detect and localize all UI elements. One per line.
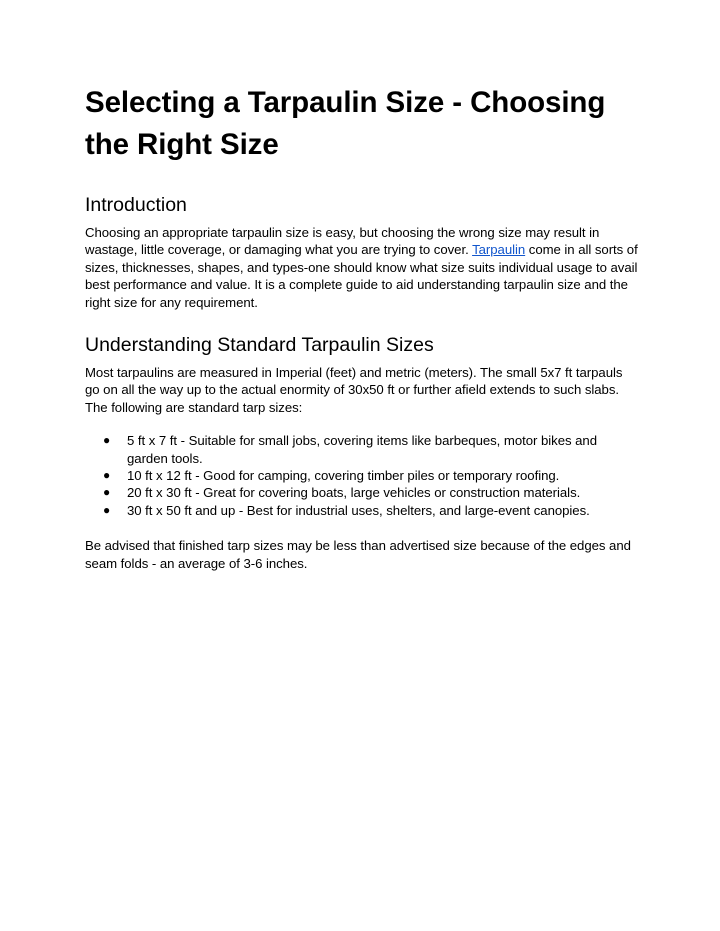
list-item xyxy=(85,502,640,519)
list-item xyxy=(85,467,640,484)
standard-sizes-heading: Understanding Standard Tarpaulin Sizes xyxy=(85,334,434,357)
list-item xyxy=(85,432,640,467)
bullet-icon: ● xyxy=(103,502,111,517)
document-page xyxy=(85,82,640,572)
list-item-text: 10 ft x 12 ft - Good for camping, covering timber piles or temporary roofing. xyxy=(127,468,560,484)
list-item xyxy=(85,484,640,501)
intro-heading: Introduction xyxy=(85,194,187,216)
tarp-size-list xyxy=(85,432,640,519)
list-item-text: 20 ft x 30 ft - Great for covering boats, large vehicles or construction materials. xyxy=(127,485,581,501)
bullet-icon: ● xyxy=(103,433,111,448)
intro-text-before-link: Choosing an appropriate tarpaulin size is easy, but choosing the wrong size may result in wastage, little coverage, or damaging what you are trying to cover. xyxy=(85,225,600,258)
size-note-paragraph: Be advised that finished tarp sizes may be less than advertised size because of the edges and seam folds - an average of 3-6 inches. xyxy=(85,538,631,571)
intro-paragraph xyxy=(85,224,640,311)
bullet-icon: ● xyxy=(103,485,111,500)
list-item-text: 30 ft x 50 ft and up - Best for industrial uses, shelters, and large-event canopies. xyxy=(127,502,590,518)
tarpaulin-link[interactable]: Tarpaulin xyxy=(472,242,526,258)
list-item-text: 5 ft x 7 ft - Suitable for small jobs, covering items like barbeques, motor bikes and garden tools. xyxy=(127,433,597,466)
page-title: Selecting a Tarpaulin Size - Choosing the Right Size xyxy=(85,86,606,161)
intro-text-after-link: come in all sorts of sizes, thicknesses, shapes, and types-one should know what size suits individual usage to avail best performance and value. It is a complete guide to aid understanding tarpaulin size and the right size for any requirement. xyxy=(85,242,638,310)
bullet-icon: ● xyxy=(103,468,111,483)
standard-sizes-paragraph: Most tarpaulins are measured in Imperial (feet) and metric (meters). The small 5x7 ft tarpauls go on all the way up to the actual enormity of 30x50 ft or further afield extends to such slabs. The following are standard tarp sizes: xyxy=(85,365,623,415)
